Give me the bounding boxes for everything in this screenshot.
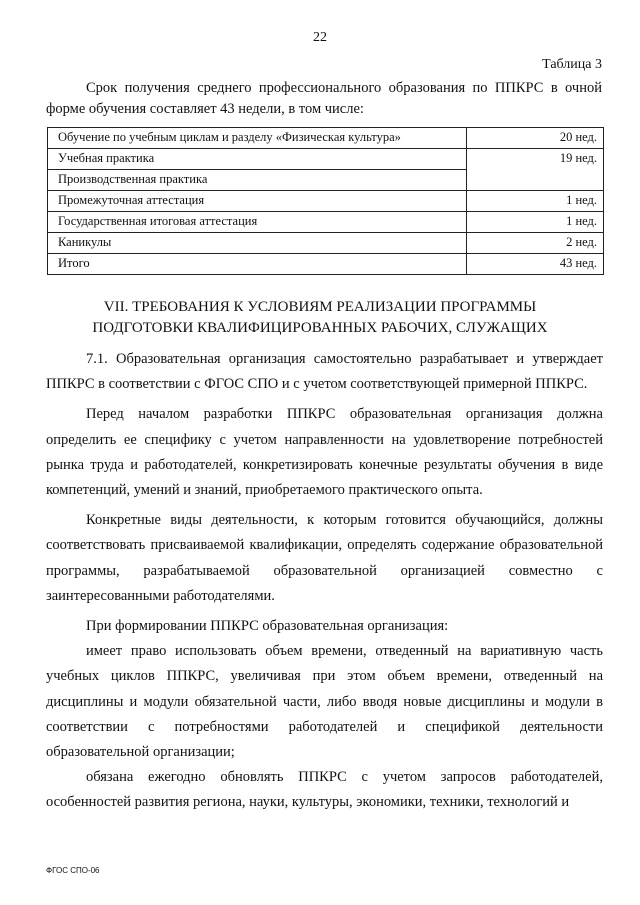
intro-paragraph xyxy=(46,78,602,120)
body-text xyxy=(46,347,603,816)
footer-code: ФГОС СПО-06 xyxy=(46,866,100,875)
paragraph: имеет право использовать объем времени, отведенный на вариативную часть учебных циклов ППКРС, увеличивая при этом объем времени, отведенный на дисциплины и модули обязательной части, либо вводя новые дисциплины и модули в соответствии с потребностями работодателей и спецификой деятельности образовательной организации; xyxy=(46,643,603,761)
row-label: Обучение по учебным циклам и разделу «Физическая культура» xyxy=(48,128,467,149)
page-number: 22 xyxy=(313,30,327,45)
row-value: 20 нед. xyxy=(467,128,604,149)
row-value: 1 нед. xyxy=(467,191,604,212)
paragraph: 7.1. Образовательная организация самостоятельно разрабатывает и утверждает ППКРС в соответствии с ФГОС СПО и с учетом соответствующей примерной ППКРС. xyxy=(46,351,603,393)
row-value: 19 нед. xyxy=(467,149,604,191)
row-value: 1 нед. xyxy=(467,212,604,233)
row-label: Производственная практика xyxy=(48,170,467,191)
table-row xyxy=(48,254,604,275)
row-value: 2 нед. xyxy=(467,233,604,254)
table-row xyxy=(48,233,604,254)
table-row xyxy=(48,149,604,170)
row-label: Каникулы xyxy=(48,233,467,254)
paragraph: Перед началом разработки ППКРС образовательная организация должна определить ее специфику с учетом направленности на удовлетворение потребностей рынка труда и работодателей, конкретизировать конечные результаты обучения в виде компетенций, умений и знаний, приобретаемого практического опыта. xyxy=(46,406,603,499)
table-row xyxy=(48,128,604,149)
paragraph: обязана ежегодно обновлять ППКРС с учетом запросов работодателей, особенностей развития региона, науки, культуры, экономики, техники, технологий и xyxy=(46,769,603,811)
section-title-line: ПОДГОТОВКИ КВАЛИФИЦИРОВАННЫХ РАБОЧИХ, СЛУЖАЩИХ xyxy=(92,320,548,336)
table-row xyxy=(48,212,604,233)
table-label: Таблица 3 xyxy=(542,57,602,72)
row-value: 43 нед. xyxy=(467,254,604,275)
schedule-table xyxy=(47,127,604,275)
paragraph: Конкретные виды деятельности, к которым готовится обучающийся, должны соответствовать присваиваемой квалификации, определять содержание образовательной программы, разрабатываемой образовательной организацией совместно с заинтересованными работодателями. xyxy=(46,512,603,604)
table-row xyxy=(48,191,604,212)
intro-text: Срок получения среднего профессионального образования по ППКРС в очной форме обучения составляет 43 недели, в том числе: xyxy=(46,80,602,117)
paragraph: При формировании ППКРС образовательная организация: xyxy=(86,618,449,635)
row-label: Учебная практика xyxy=(48,149,467,170)
section-title xyxy=(0,297,640,339)
row-label: Итого xyxy=(48,254,467,275)
row-label: Государственная итоговая аттестация xyxy=(48,212,467,233)
section-title-line: VII. ТРЕБОВАНИЯ К УСЛОВИЯМ РЕАЛИЗАЦИИ ПРОГРАММЫ xyxy=(103,299,537,315)
row-label: Промежуточная аттестация xyxy=(48,191,467,212)
